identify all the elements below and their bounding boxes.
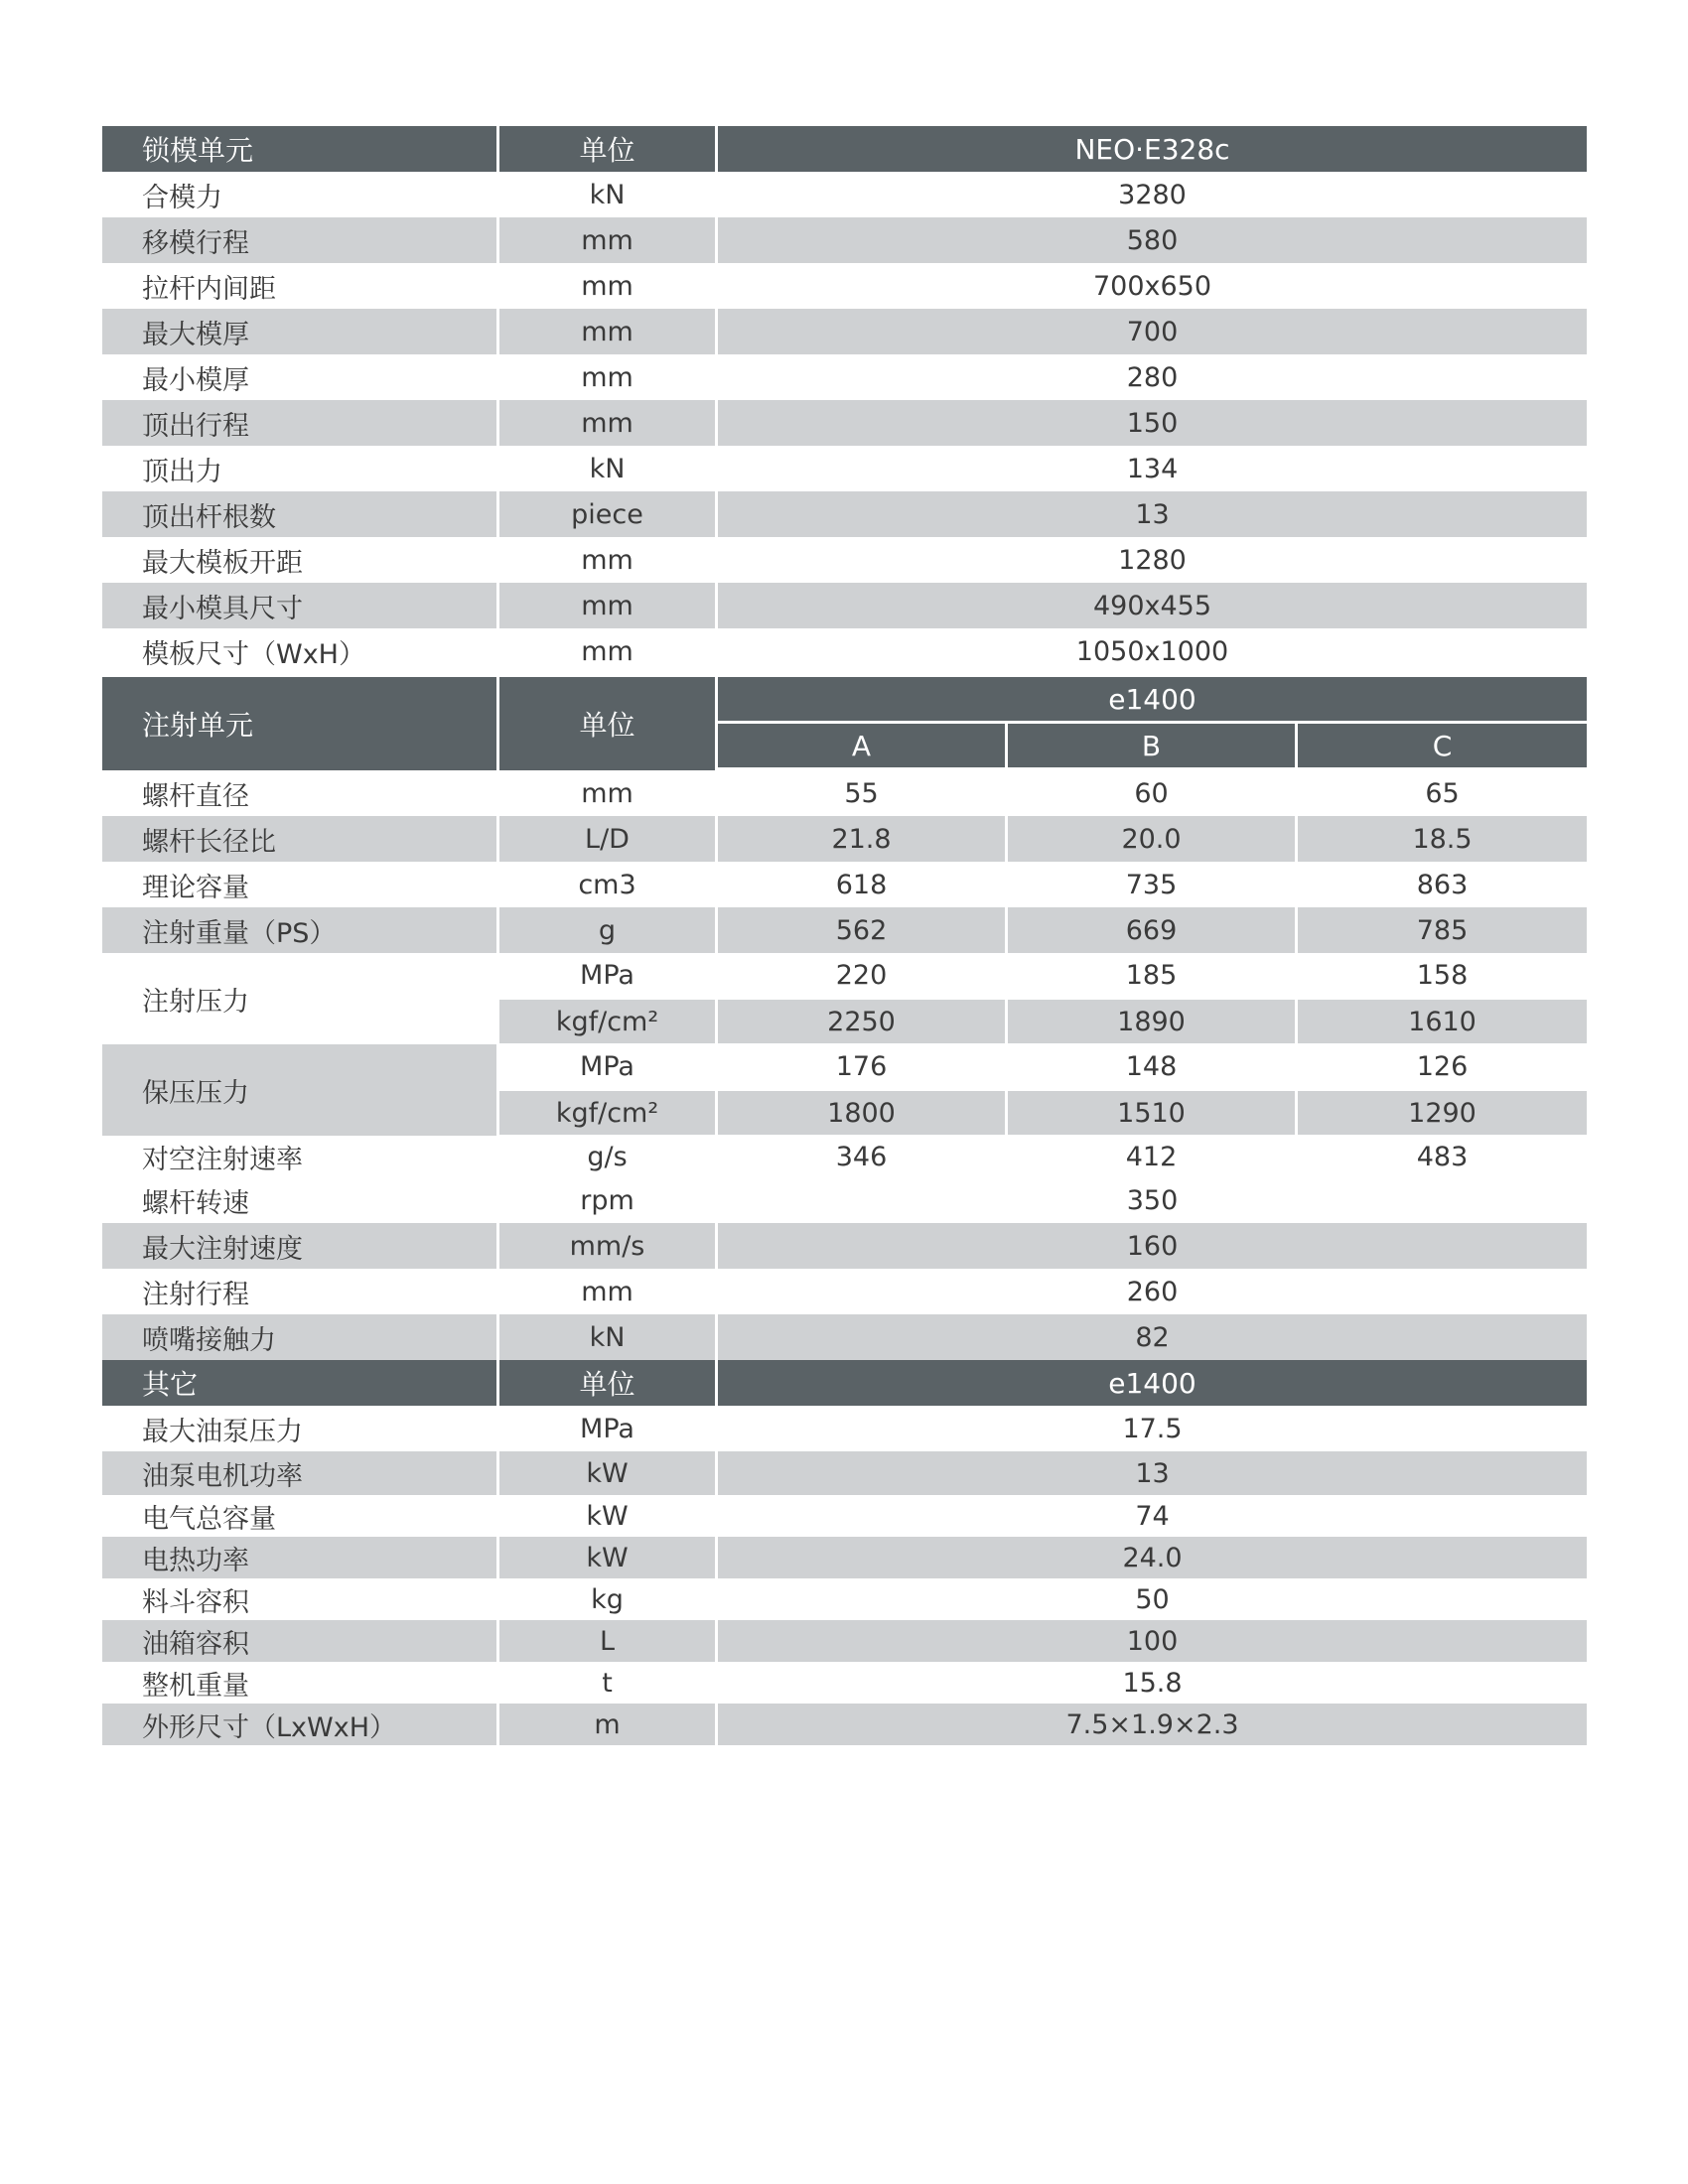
row-unit: kN bbox=[589, 453, 626, 484]
row-value: 7.5×1.9×2.3 bbox=[718, 1704, 1587, 1745]
row-unit: cm3 bbox=[578, 869, 636, 900]
value-b: 412 bbox=[1125, 1141, 1178, 1172]
value-c: 158 bbox=[1416, 959, 1469, 991]
value-a: 176 bbox=[835, 1050, 888, 1082]
row-value: 3280 bbox=[1118, 179, 1187, 210]
unit-column-header: 单位 bbox=[499, 126, 715, 172]
row-unit: piece bbox=[499, 491, 715, 537]
row-unit: mm bbox=[581, 544, 633, 576]
value-a: 220 bbox=[835, 959, 888, 991]
row-value: 700 bbox=[718, 309, 1587, 354]
row-unit: mm bbox=[499, 400, 715, 446]
row-unit: m bbox=[499, 1704, 715, 1745]
value-c: 785 bbox=[1298, 907, 1587, 953]
row-value: 490x455 bbox=[718, 583, 1587, 628]
row-value: 74 bbox=[1135, 1500, 1170, 1532]
row-label: 整机重量 bbox=[142, 1670, 249, 1702]
value-b: 735 bbox=[1125, 869, 1178, 900]
value-a: 55 bbox=[844, 777, 879, 809]
row-unit: MPa bbox=[580, 959, 634, 991]
table-row bbox=[102, 628, 1587, 674]
row-label: 最大注射速度 bbox=[102, 1223, 496, 1269]
row-unit: mm bbox=[581, 270, 633, 302]
table-row bbox=[102, 1704, 1587, 1745]
row-label: 顶出力 bbox=[142, 456, 222, 487]
row-value: 24.0 bbox=[718, 1537, 1587, 1578]
row-unit: g/s bbox=[587, 1141, 628, 1172]
value-b: 60 bbox=[1134, 777, 1169, 809]
value-c: 65 bbox=[1425, 777, 1460, 809]
row-unit: mm bbox=[581, 361, 633, 393]
table-row bbox=[102, 1620, 1587, 1662]
row-value: 13 bbox=[718, 491, 1587, 537]
table-row bbox=[102, 1537, 1587, 1578]
table-row bbox=[102, 1269, 1587, 1314]
row-unit: kgf/cm² bbox=[499, 1091, 715, 1135]
row-label: 螺杆直径 bbox=[142, 780, 249, 812]
row-label: 最小模厚 bbox=[142, 364, 249, 396]
value-b: 148 bbox=[1125, 1050, 1178, 1082]
row-value: 700x650 bbox=[1092, 270, 1212, 302]
table-row bbox=[102, 1451, 1587, 1495]
row-unit: g bbox=[499, 907, 715, 953]
row-unit: kW bbox=[499, 1451, 715, 1495]
table-row bbox=[102, 770, 1587, 816]
table-row bbox=[102, 1177, 1587, 1223]
row-label: 电气总容量 bbox=[142, 1503, 276, 1535]
other-section-title: 其它 bbox=[102, 1360, 496, 1406]
value-a: 21.8 bbox=[718, 816, 1005, 862]
value-c: 863 bbox=[1416, 869, 1469, 900]
row-value: 15.8 bbox=[1122, 1667, 1183, 1699]
row-value: 280 bbox=[1126, 361, 1179, 393]
row-label: 注射重量（PS） bbox=[102, 907, 496, 953]
row-value: 580 bbox=[718, 217, 1587, 263]
row-unit: MPa bbox=[580, 1050, 634, 1082]
table-row bbox=[102, 400, 1587, 446]
row-unit: kN bbox=[589, 179, 626, 210]
injection-header-row bbox=[102, 677, 1587, 770]
table-row bbox=[102, 309, 1587, 354]
row-unit: mm bbox=[499, 309, 715, 354]
table-row bbox=[102, 862, 1587, 907]
table-row bbox=[102, 816, 1587, 862]
row-label: 喷嘴接触力 bbox=[102, 1314, 496, 1360]
row-unit: rpm bbox=[580, 1184, 634, 1216]
row-label: 顶出行程 bbox=[102, 400, 496, 446]
row-label: 电热功率 bbox=[102, 1537, 496, 1578]
value-c: 483 bbox=[1416, 1141, 1469, 1172]
row-value: 100 bbox=[718, 1620, 1587, 1662]
row-unit: L/D bbox=[499, 816, 715, 862]
row-label: 注射行程 bbox=[142, 1279, 249, 1310]
row-unit: mm/s bbox=[499, 1223, 715, 1269]
table-row bbox=[102, 446, 1587, 491]
row-unit: MPa bbox=[580, 1413, 634, 1444]
row-value: 82 bbox=[718, 1314, 1587, 1360]
row-value: 17.5 bbox=[1122, 1413, 1183, 1444]
row-unit: kgf/cm² bbox=[499, 1000, 715, 1043]
row-value: 50 bbox=[1135, 1583, 1170, 1615]
value-b: 1890 bbox=[1008, 1000, 1295, 1043]
table-row bbox=[102, 1578, 1587, 1620]
other-rows bbox=[102, 1406, 1587, 1745]
value-c: 18.5 bbox=[1298, 816, 1587, 862]
row-unit: kN bbox=[499, 1314, 715, 1360]
injection-section-title: 注射单元 bbox=[102, 677, 496, 770]
clamping-section-title: 锁模单元 bbox=[102, 126, 496, 172]
injection-pressure-row bbox=[102, 953, 1587, 1044]
row-unit: t bbox=[602, 1667, 613, 1699]
value-b: 20.0 bbox=[1008, 816, 1295, 862]
row-label: 最小模具尺寸 bbox=[102, 583, 496, 628]
row-unit: kW bbox=[499, 1537, 715, 1578]
row-unit: mm bbox=[499, 583, 715, 628]
clamping-rows bbox=[102, 172, 1587, 674]
row-unit: kg bbox=[591, 1583, 624, 1615]
row-label: 合模力 bbox=[142, 182, 222, 213]
row-value: 350 bbox=[1126, 1184, 1179, 1216]
table-row bbox=[102, 537, 1587, 583]
table-row bbox=[102, 907, 1587, 953]
value-a: 562 bbox=[718, 907, 1005, 953]
row-value: 160 bbox=[718, 1223, 1587, 1269]
table-row bbox=[102, 172, 1587, 217]
table-row bbox=[102, 263, 1587, 309]
row-value: 13 bbox=[718, 1451, 1587, 1495]
row-label: 最大油泵压力 bbox=[142, 1416, 303, 1447]
row-label: 料斗容积 bbox=[142, 1586, 249, 1618]
unit-column-header: 单位 bbox=[499, 1360, 715, 1406]
table-row bbox=[102, 1662, 1587, 1704]
row-value: 134 bbox=[1126, 453, 1179, 484]
row-unit: mm bbox=[581, 635, 633, 667]
unit-column-header: 单位 bbox=[499, 677, 715, 770]
row-label: 移模行程 bbox=[102, 217, 496, 263]
injection-single-rows bbox=[102, 1177, 1587, 1360]
row-unit: mm bbox=[581, 777, 633, 809]
spec-table bbox=[102, 126, 1587, 1745]
row-label: 注射压力 bbox=[142, 986, 249, 1018]
value-a: 618 bbox=[835, 869, 888, 900]
screw-a-header: A bbox=[718, 724, 1005, 767]
row-value: 1280 bbox=[1118, 544, 1187, 576]
row-label: 螺杆长径比 bbox=[102, 816, 496, 862]
row-label: 对空注射速率 bbox=[142, 1144, 303, 1175]
value-c: 1610 bbox=[1298, 1000, 1587, 1043]
table-row bbox=[102, 583, 1587, 628]
row-unit: L bbox=[499, 1620, 715, 1662]
clamping-header-row bbox=[102, 126, 1587, 172]
table-row bbox=[102, 1223, 1587, 1269]
table-row bbox=[102, 1136, 1587, 1177]
screw-b-header: B bbox=[1008, 724, 1295, 767]
row-unit: kW bbox=[586, 1500, 629, 1532]
table-row bbox=[102, 1495, 1587, 1537]
row-label: 理论容量 bbox=[142, 872, 249, 903]
holding-pressure-row bbox=[102, 1044, 1587, 1136]
table-row bbox=[102, 491, 1587, 537]
row-label: 油箱容积 bbox=[102, 1620, 496, 1662]
model-column-header: NEO·E328c bbox=[718, 126, 1587, 172]
other-header-row bbox=[102, 1360, 1587, 1406]
table-row bbox=[102, 217, 1587, 263]
table-row bbox=[102, 1314, 1587, 1360]
row-label: 模板尺寸（WxH） bbox=[142, 638, 365, 670]
row-label: 螺杆转速 bbox=[142, 1187, 249, 1219]
row-label: 顶出杆根数 bbox=[102, 491, 496, 537]
table-row bbox=[102, 1406, 1587, 1451]
model-column-header: e1400 bbox=[718, 1360, 1587, 1406]
row-label: 油泵电机功率 bbox=[102, 1451, 496, 1495]
value-b: 185 bbox=[1125, 959, 1178, 991]
row-unit: mm bbox=[581, 1276, 633, 1307]
value-a: 2250 bbox=[718, 1000, 1005, 1043]
row-unit: mm bbox=[499, 217, 715, 263]
value-b: 1510 bbox=[1008, 1091, 1295, 1135]
value-c: 126 bbox=[1416, 1050, 1469, 1082]
row-value: 150 bbox=[718, 400, 1587, 446]
value-a: 346 bbox=[835, 1141, 888, 1172]
row-value: 1050x1000 bbox=[1075, 635, 1229, 667]
table-row bbox=[102, 354, 1587, 400]
row-label: 外形尺寸（LxWxH） bbox=[102, 1704, 496, 1745]
injection-model-header: e1400 bbox=[718, 677, 1587, 721]
row-label: 最大模板开距 bbox=[142, 547, 303, 579]
row-label: 最大模厚 bbox=[102, 309, 496, 354]
row-label: 拉杆内间距 bbox=[142, 273, 276, 305]
screw-c-header: C bbox=[1298, 724, 1587, 767]
value-b: 669 bbox=[1008, 907, 1295, 953]
row-label: 保压压力 bbox=[102, 1044, 496, 1136]
value-c: 1290 bbox=[1298, 1091, 1587, 1135]
row-value: 260 bbox=[1126, 1276, 1179, 1307]
value-a: 1800 bbox=[718, 1091, 1005, 1135]
